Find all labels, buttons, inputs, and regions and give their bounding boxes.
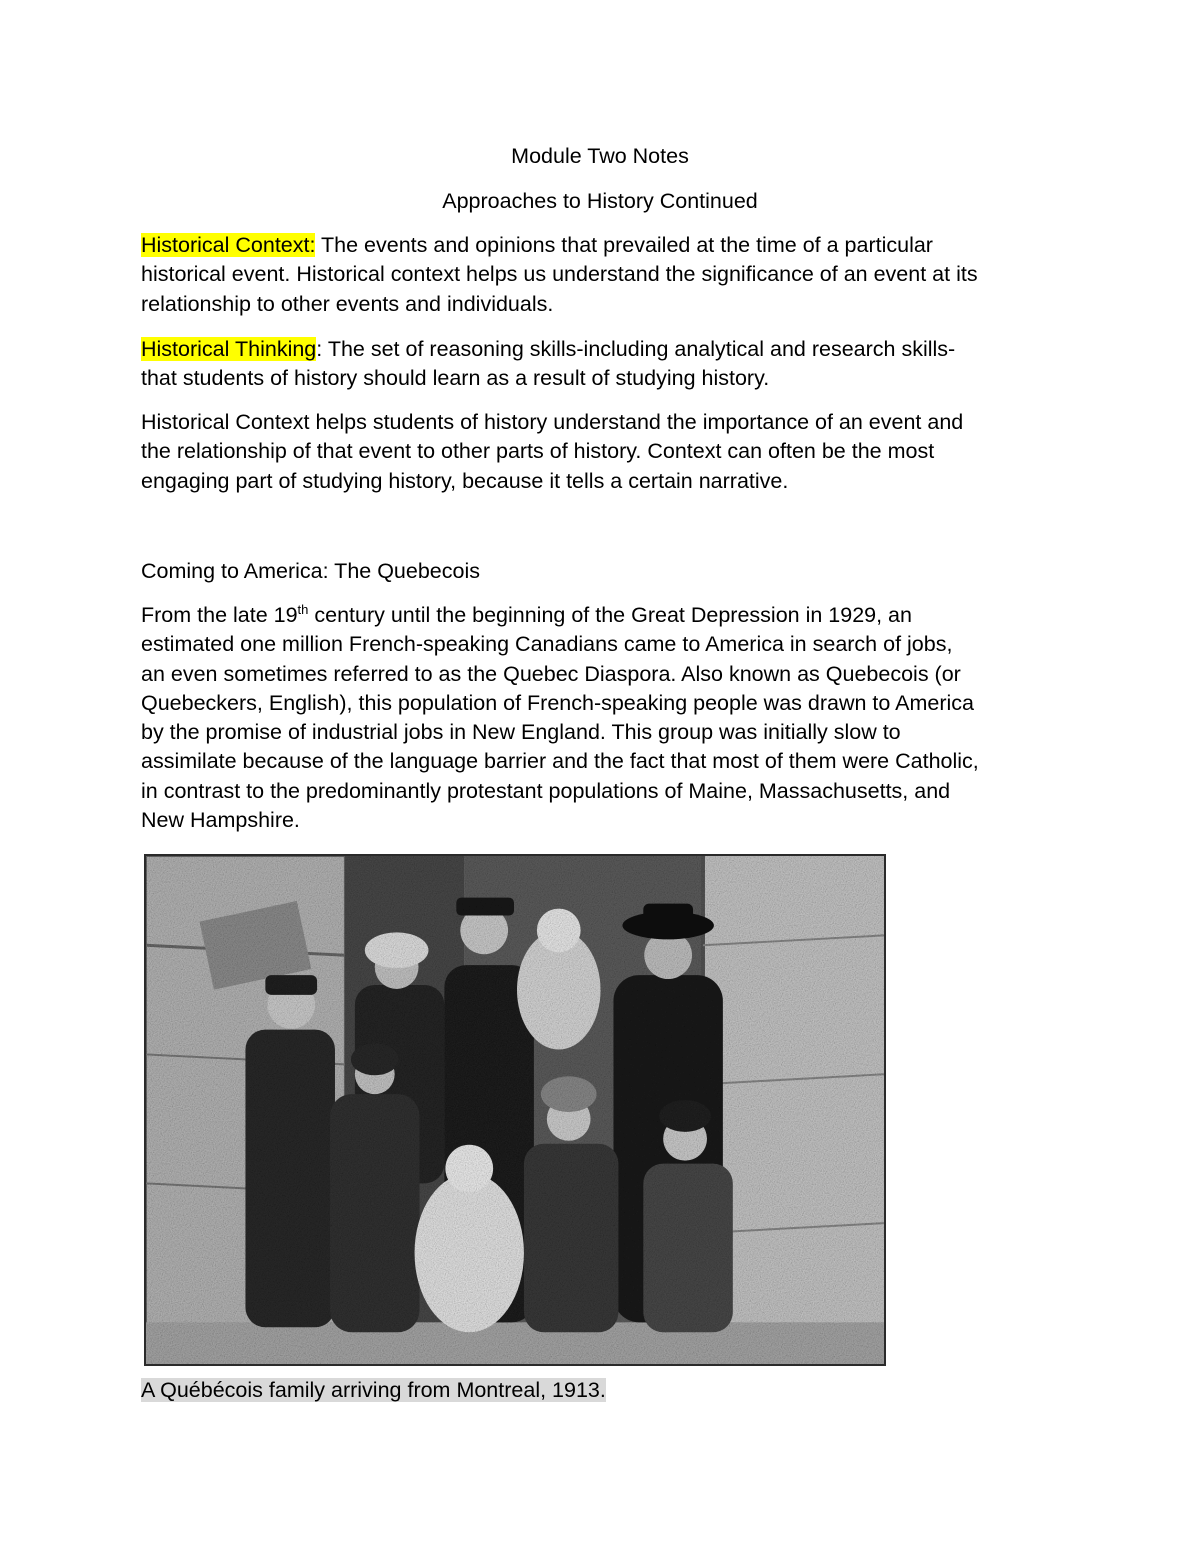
girl-hat <box>365 932 429 968</box>
child-coat <box>330 1094 420 1332</box>
toddler-bonnet <box>445 1145 493 1193</box>
paragraph-line: in contrast to the predominantly protestant populations of Maine, Massachusetts, and <box>141 778 951 803</box>
family-photograph <box>144 854 886 1366</box>
section-heading: Coming to America: The Quebecois <box>141 559 480 583</box>
paragraph-line: estimated one million French-speaking Canadians came to America in search of jobs, <box>141 632 953 657</box>
page-subtitle: Approaches to History Continued <box>442 189 758 213</box>
definition-text: relationship to other events and individuals. <box>141 291 554 316</box>
child-hat <box>351 1044 399 1076</box>
sidewalk <box>146 1322 884 1364</box>
paragraph-quebec <box>141 601 1071 835</box>
boy-coat <box>245 1030 335 1328</box>
toddler-white-coat <box>415 1174 524 1333</box>
right-child-coat <box>643 1164 733 1333</box>
right-child-hat <box>659 1100 711 1132</box>
paragraph-line: New Hampshire. <box>141 808 300 833</box>
family-photo-illustration <box>146 856 884 1364</box>
paragraph-line: by the promise of industrial jobs in New England. This group was initially slow to <box>141 720 901 745</box>
term-highlight: Historical Context: <box>141 233 316 257</box>
paragraph-line: Quebeckers, English), this population of French-speaking people was drawn to America <box>141 690 974 715</box>
paragraph-line: the relationship of that event to other parts of history. Context can often be the most <box>141 439 935 464</box>
center-child-coat <box>524 1144 618 1333</box>
caption-highlight: A Québécois family arriving from Montreal, 1913. <box>141 1378 606 1402</box>
photo-caption <box>141 1376 1071 1405</box>
baby-bonnet <box>537 909 581 953</box>
paragraph-line: From the late 19 <box>141 603 298 627</box>
definition-text: The events and opinions that prevailed at the time of a particular <box>315 233 933 257</box>
superscript: th <box>297 601 309 617</box>
definition-text: historical event. Historical context helps us understand the significance of an event at its <box>141 262 978 287</box>
paragraph-line: an even sometimes referred to as the Quebec Diaspora. Also known as Quebecois (or <box>141 661 961 686</box>
father-cap <box>456 898 514 916</box>
paragraph-line: engaging part of studying history, because it tells a certain narrative. <box>141 468 789 493</box>
definition-text: : The set of reasoning skills-including analytical and research skills- <box>316 337 956 361</box>
definition-text: that students of history should learn as a result of studying history. <box>141 366 770 391</box>
term-highlight: Historical Thinking <box>141 337 317 361</box>
center-child-hat <box>541 1076 597 1112</box>
paragraph-line: assimilate because of the language barrier and the fact that most of them were Catholic, <box>141 749 979 774</box>
mother-hat-crown <box>643 904 693 928</box>
paragraph-historical-context <box>141 408 1071 496</box>
definition-historical-context <box>141 231 1071 319</box>
boy-cap <box>265 975 317 995</box>
definition-historical-thinking <box>141 335 1071 394</box>
page-title: Module Two Notes <box>511 144 689 168</box>
paragraph-line: Historical Context helps students of history understand the importance of an event and <box>141 410 964 434</box>
paragraph-line: century until the beginning of the Great Depression in 1929, an <box>308 603 912 627</box>
